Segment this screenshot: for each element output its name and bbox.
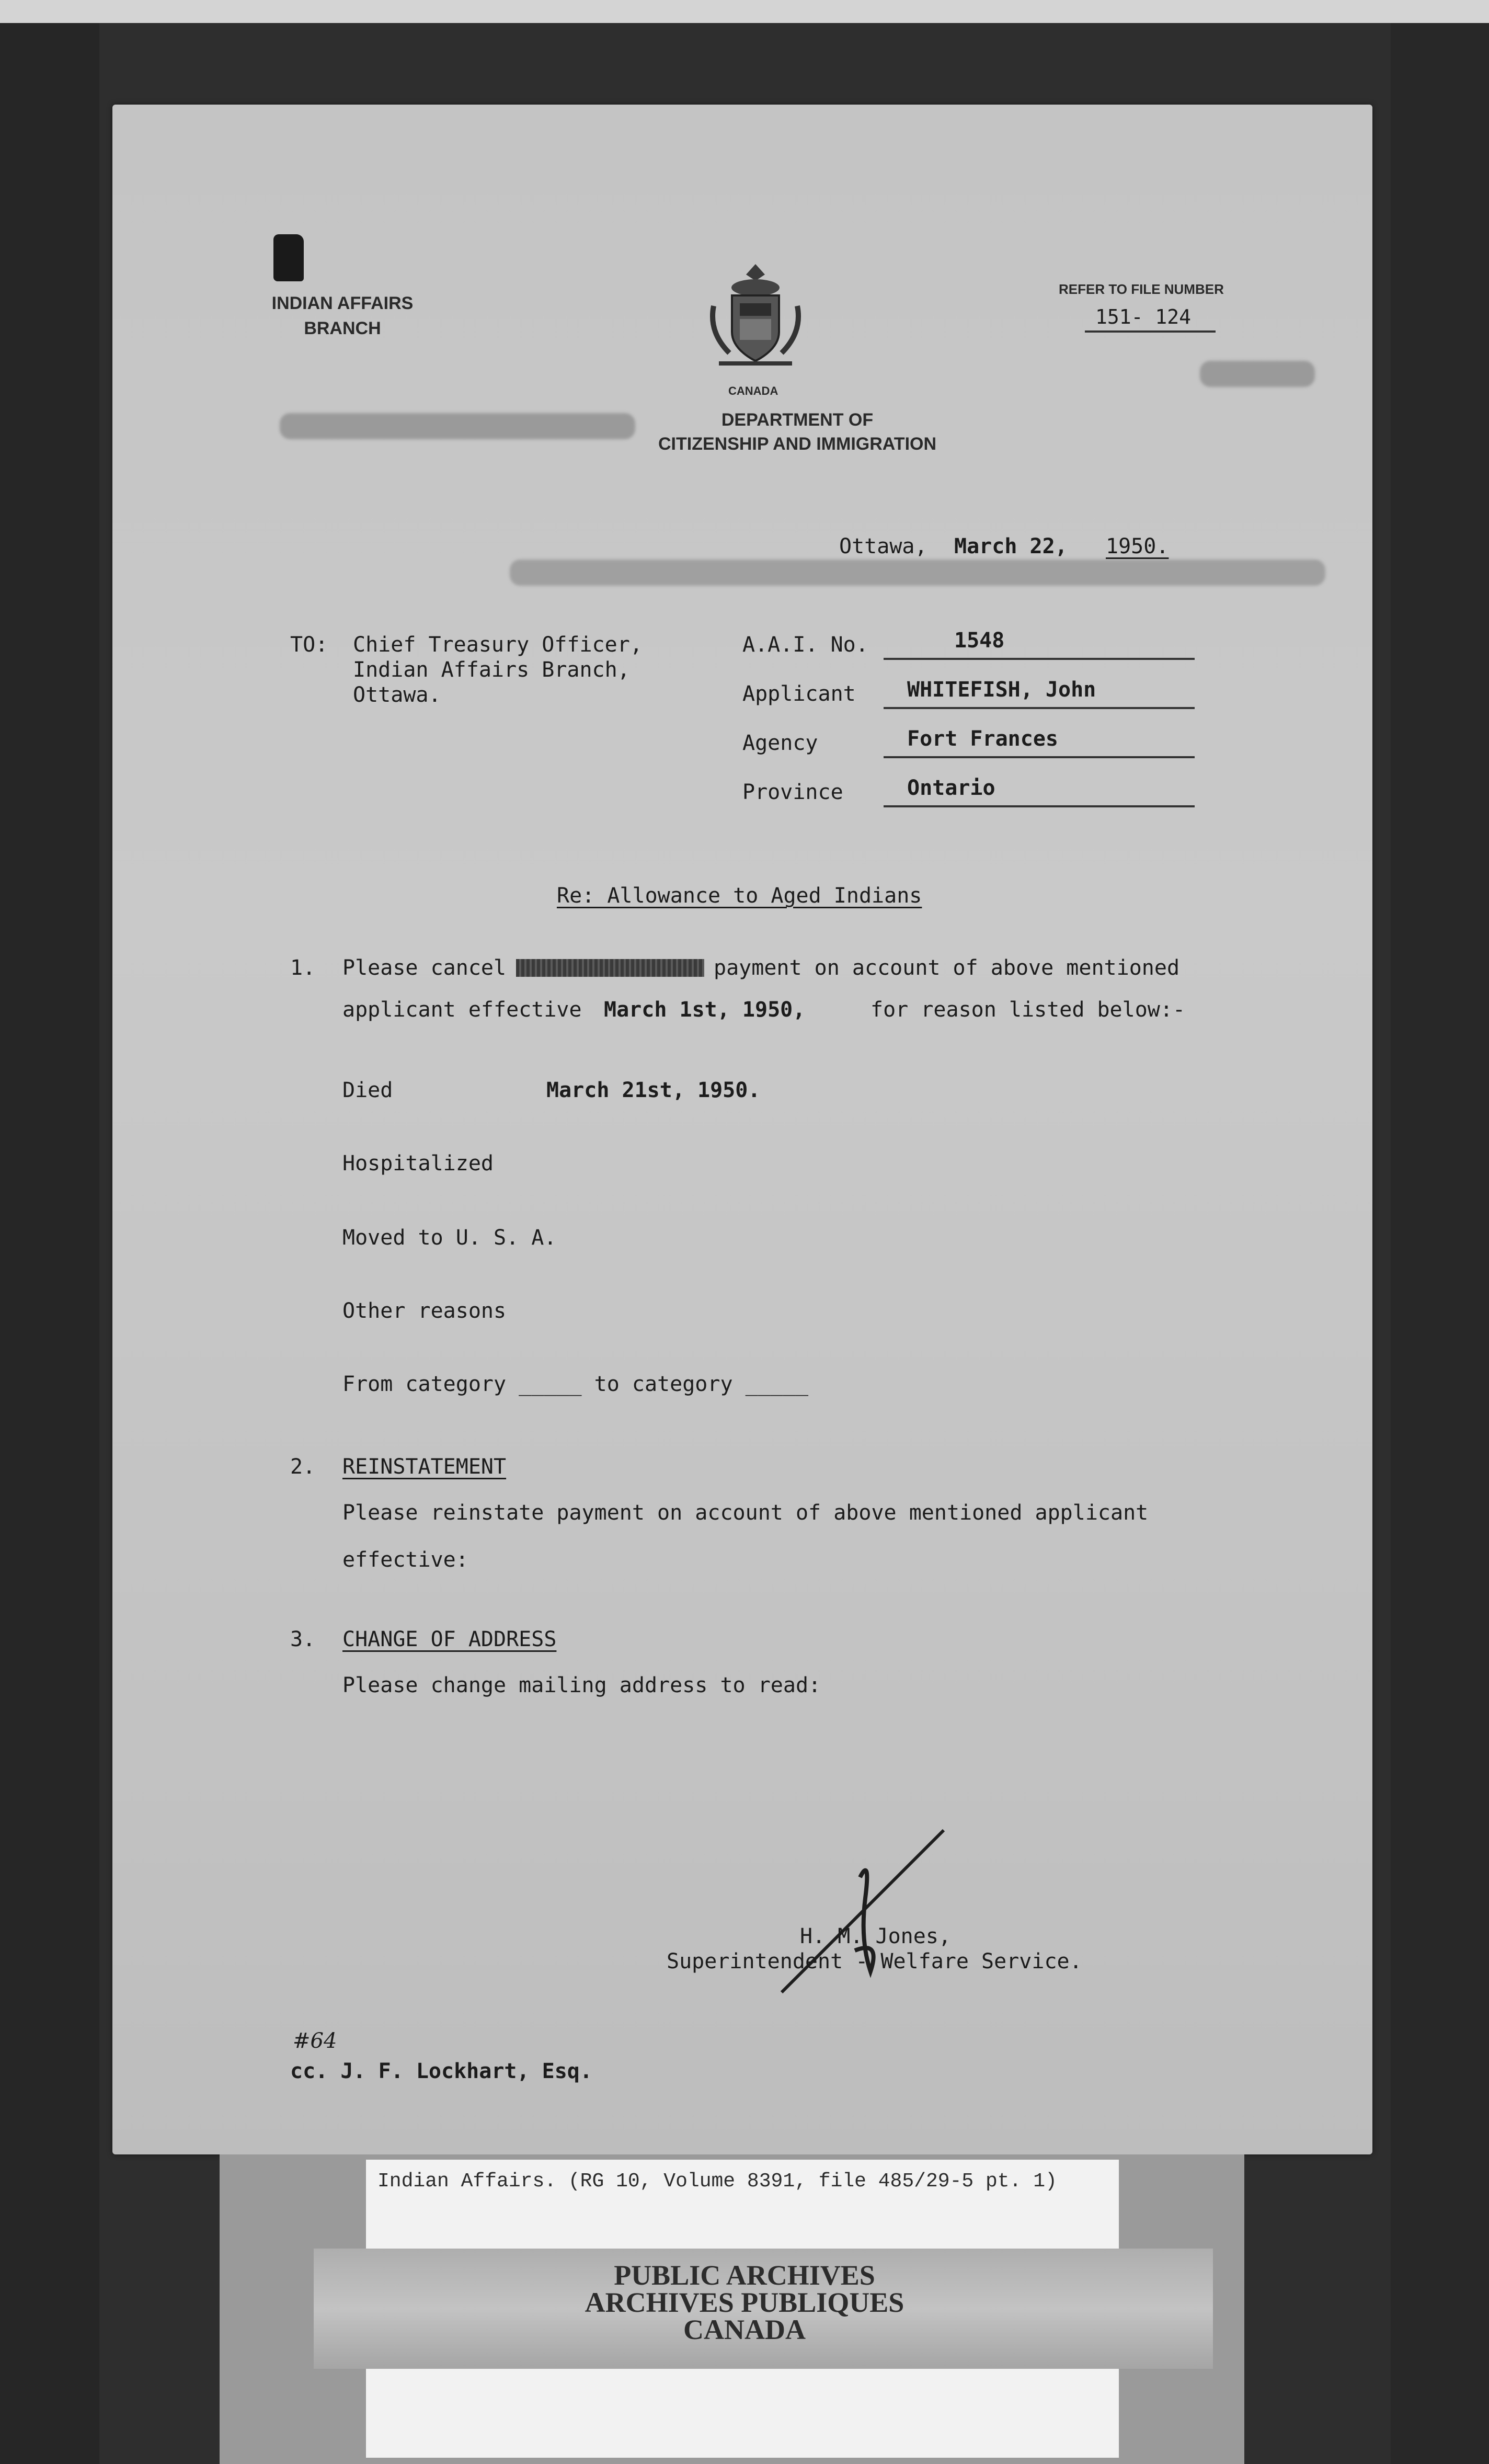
item-3-number: 3. (290, 1627, 316, 1651)
province-label: Province (742, 780, 843, 804)
died-label: Died (342, 1078, 393, 1102)
applicant-label: Applicant (742, 682, 856, 706)
date-place: Ottawa, (839, 534, 927, 558)
applicant-line (884, 707, 1195, 709)
agency-label: Agency (742, 731, 818, 755)
effective-date: March 1st, 1950, (604, 998, 806, 1022)
handwritten-signature (771, 1825, 991, 2003)
coat-of-arms-crest-icon (703, 259, 808, 379)
file-number: 151- 124 (1085, 305, 1216, 333)
struck-out-word (516, 959, 704, 977)
scan-top-strip (0, 0, 1489, 23)
public-archives-stamp: PUBLIC ARCHIVES ARCHIVES PUBLIQUES CANADA (585, 2260, 904, 2345)
item-1-line-1-start: Please cancel (342, 956, 507, 980)
letter-page (112, 105, 1372, 2154)
addressee-line-1: Chief Treasury Officer, (353, 633, 643, 657)
crest-caption: CANADA (728, 384, 778, 397)
aai-number-value: 1548 (954, 629, 1005, 653)
item-1-number: 1. (290, 956, 316, 980)
item-2-number: 2. (290, 1455, 316, 1479)
hospitalized-label: Hospitalized (342, 1151, 494, 1176)
signatory-name: H. M. Jones, (800, 1924, 951, 1948)
carbon-copy-line: cc. J. F. Lockhart, Esq. (290, 2059, 592, 2083)
other-reasons-label: Other reasons (342, 1299, 507, 1323)
aai-number-line (884, 658, 1195, 660)
item-2-line-1: Please reinstate payment on account of above mentioned applicant (342, 1501, 1149, 1525)
province-line (884, 805, 1195, 807)
ink-blot-mark (273, 234, 304, 281)
show-through-smudge (280, 413, 635, 439)
scan-border-right (1391, 23, 1489, 2464)
branch-heading: INDIAN AFFAIRS BRANCH (271, 293, 414, 338)
archive-citation: Indian Affairs. (RG 10, Volume 8391, file 485/29-5 pt. 1) (377, 2170, 1057, 2193)
died-value: March 21st, 1950. (546, 1078, 761, 1102)
letter-year: 1950. (1106, 534, 1169, 558)
show-through-smudge (1200, 361, 1315, 387)
applicant-value: WHITEFISH, John (907, 678, 1096, 702)
aai-number-label: A.A.I. No. (742, 633, 868, 657)
letter-date: March 22, (954, 534, 1068, 558)
province-value: Ontario (907, 776, 995, 800)
item-2-line-2: effective: (342, 1548, 468, 1572)
show-through-smudge (510, 560, 1325, 586)
scan-border-left (0, 23, 99, 2464)
department-heading: DEPARTMENT OF CITIZENSHIP AND IMMIGRATION (658, 410, 937, 454)
agency-value: Fort Frances (907, 727, 1058, 751)
change-of-address-heading: CHANGE OF ADDRESS (342, 1627, 557, 1651)
handwritten-number-note: #64 (293, 2029, 337, 2053)
to-label: TO: (290, 633, 328, 657)
item-1-line-2-start: applicant effective (342, 998, 582, 1022)
moved-label: Moved to U. S. A. (342, 1226, 557, 1250)
item-1-line-2-end: for reason listed below:- (871, 998, 1186, 1022)
addressee-line-2: Indian Affairs Branch, (353, 658, 630, 682)
agency-line (884, 756, 1195, 758)
addressee-line-3: Ottawa. (353, 683, 441, 707)
subject-line: Re: Allowance to Aged Indians (557, 884, 922, 908)
item-3-line-1: Please change mailing address to read: (342, 1673, 821, 1697)
refer-to-file-label: REFER TO FILE NUMBER (1059, 281, 1224, 297)
reinstatement-heading: REINSTATEMENT (342, 1455, 507, 1479)
category-change-line: From category _____ to category _____ (342, 1372, 809, 1396)
item-1-line-1-end: payment on account of above mentioned (714, 956, 1180, 980)
signatory-title: Superintendent - Welfare Service. (667, 1949, 1082, 1974)
